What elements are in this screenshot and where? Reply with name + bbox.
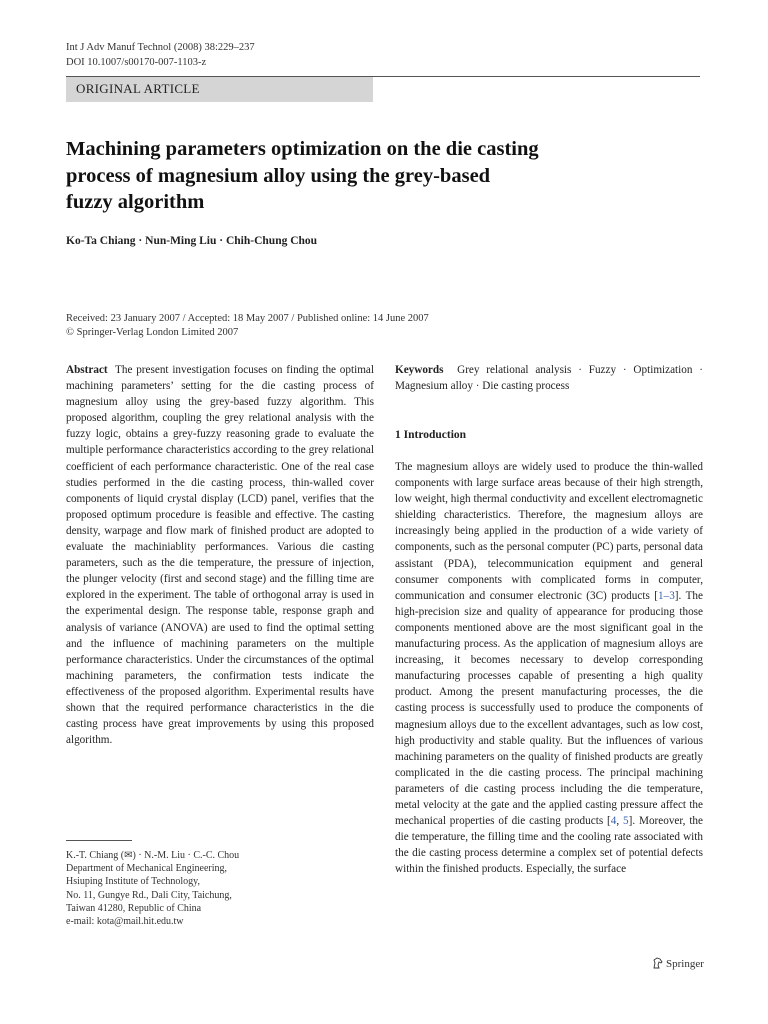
title-line: fuzzy algorithm [66,191,205,213]
paper-title [66,136,666,216]
citation-link[interactable]: 1–3 [658,589,675,602]
journal-header [66,40,255,70]
date-history: Received: 23 January 2007 / Accepted: 18 May 2007 / Published online: 14 June 2007 [66,313,429,324]
keywords-heading: Keywords [395,364,444,376]
keywords [395,362,703,394]
publisher-name: Springer [666,958,704,970]
keywords-text: Grey relational analysis · Fuzzy · Optimization · Magnesium alloy · Die casting process [395,364,703,393]
footnote-rule [66,840,132,841]
abstract-heading: Abstract [66,364,108,376]
citation-link[interactable]: 4 [610,815,617,828]
author-list: Ko-Ta Chiang · Nun-Ming Liu · Chih-Chung Chou [66,235,318,247]
publication-dates [66,312,429,340]
citation-separator: , [616,815,624,828]
intro-text: ]. Moreover, the die temperature, the filling time and the cooling rate associated with the die casting process determine a complex set of potential defects within the finished products. Especially, the surface [395,815,703,876]
title-line: process of magnesium alloy using the grey-based [66,164,491,187]
contact-names: K.-T. Chiang (✉) · N.-M. Liu · C.-C. Chou [66,850,240,861]
springer-horse-icon [652,957,664,969]
abstract [66,362,374,748]
title-line: Machining parameters optimization on the die casting [66,138,539,160]
citation-link[interactable]: 5 [623,815,629,828]
contact-address: No. 11, Gungye Rd., Dali City, Taichung, [66,889,232,901]
author-contact [66,849,239,928]
section-heading-introduction: 1 Introduction [395,429,467,441]
article-type-label: ORIGINAL ARTICLE [76,81,200,96]
publisher-logo [652,957,704,970]
introduction-paragraph [395,459,703,877]
doi[interactable]: DOI 10.1007/s00170-007-1103-z [66,57,207,68]
intro-text: ]. The high-precision size and quality of appearance for producing those components mentioned above are the most significant goal in the manufacturing process. As the application of magnesium alloys are increasing, it becomes necessary to develop corresponding manufacturing processes capable of presenting a high quality product. Among the present manufacturing processes, the die casting process is successfully used to produce the components of magnesium alloys due to the excellent advantages, such as low cost, high productivity and stable quality. But the influences of various machining parameters on the quality of finished products are greatly complicated in the die casting process. The principal machining parameters of die casting process including the die temperature, metal velocity at the gate and the applied casting pressure affect the mechanical properties of die casting products [ [395,589,703,828]
contact-country: Taiwan 41280, Republic of China [66,902,202,914]
copyright: © Springer-Verlag London Limited 2007 [66,327,239,338]
contact-dept: Department of Mechanical Engineering, [66,863,228,875]
abstract-text: The present investigation focuses on finding the optimal machining parameters’ setting for the die casting process of magnesium alloy using the grey-based fuzzy algorithm. This proposed algorithm, coupling the grey relational analysis with the fuzzy logic, obtains a grey-fuzzy reasoning grade to evaluate the multiple performance characteristics according to the grey relational coefficient of each performance characteristic. One of the real case studies performed in the die casting process, thin-walled cover components of liquid crystal display (LCD) panel, verifies that the proposed optimum procedure is feasible and effective. The casting density, warpage and flow mark of finished product are adopted to evaluate the machiniablity performances. Various die casting parameters, such as the die temperature, the pressure of injection, the plunger velocity (first and second stage) and the filling time are explored in the experiment. The table of orthogonal array is used in the experimental design. The response table, response graph and analysis of variance (ANOVA) are used to find the optimal setting and the influence of machining parameters on the multiple performance characteristics. Under the circumstances of the optimal machining parameters, the confirmation tests indicate the effectiveness of the proposed algorithm. Experimental results have shown that the required performance characteristics in the die casting process have great improvements by using this proposed algorithm. [66,364,374,747]
contact-email[interactable]: e-mail: kota@mail.hit.edu.tw [66,916,184,928]
journal-citation: Int J Adv Manuf Technol (2008) 38:229–237 [66,42,255,53]
intro-text: The magnesium alloys are widely used to produce the thin-walled components with large surface areas because of their high strength, low weight, high thermal conductivity and excellent electromagnetic shielding characteristics. Therefore, the magnesium alloys are increasingly being applied in the production of a wide variety of components, such as the personal computer (PC) parts, personal data assistant (PDA), telecommunication equipment and general consumer components with complicated forms in computer, communication and consumer electronic (3C) products [ [395,461,703,602]
contact-institute: Hsiuping Institute of Technology, [66,876,201,888]
article-type-badge [66,77,373,102]
